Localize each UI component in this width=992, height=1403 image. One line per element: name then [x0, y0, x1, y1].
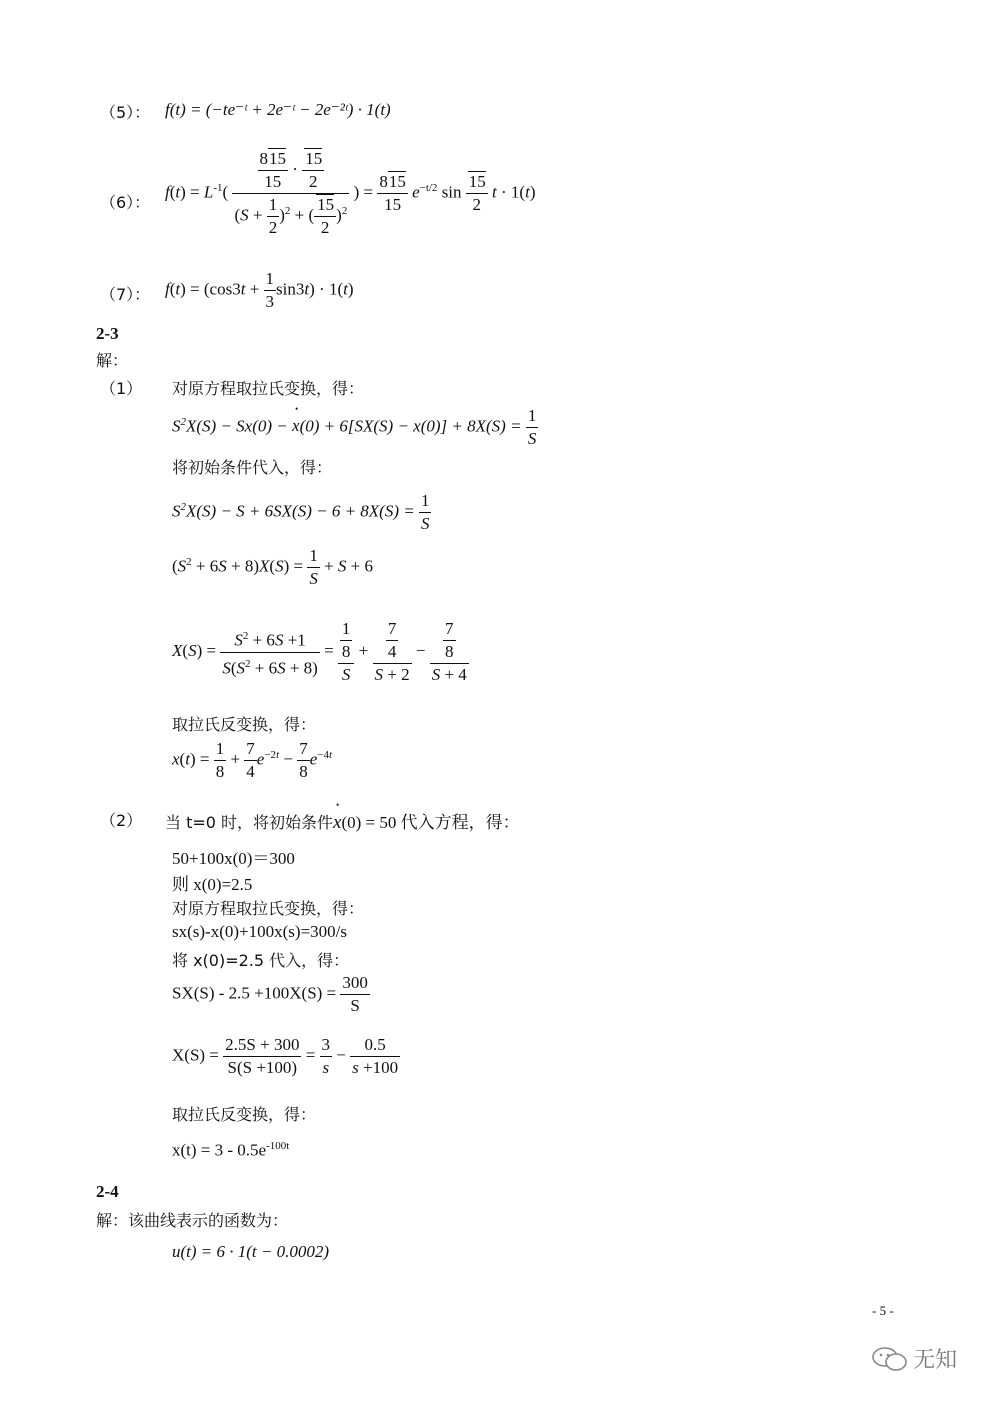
item-6-label: （6）：: [100, 193, 151, 212]
item-7-equation: f(t) = (cos3t + $\frac{1}{3}$ sin3t) · 1(t): [165, 269, 354, 311]
section-2-4-equation: u(t) = 6 · 1(t − 0.0002): [172, 1242, 330, 1261]
part-2-label: （2）: [100, 811, 143, 830]
page-number: - 5 -: [872, 1303, 894, 1318]
part-1-text: 对原方程取拉氏变换，得：: [172, 379, 365, 398]
watermark-text: 无知: [913, 1348, 958, 1373]
item-5-equation: f(t) = (−te⁻ᵗ + 2e⁻ᵗ − 2e⁻²ᵗ) · 1(t): [165, 100, 391, 119]
partial-fraction-equation: X(S) = $\frac{S^2 + 6S +1}{S(S^2 + 6S + 8)}$ = $\frac{\frac{1}{8}}{S}$ + $\frac{\frac{7}{4}}{S + 2}$ − $\frac{\frac{7}{8}}{S + 4}$: [172, 619, 467, 684]
part-1-label: （1）: [100, 379, 143, 398]
substitute-text: 将初始条件代入，得：: [172, 458, 333, 477]
time-solution-2: $x(t) = 3 - 0.5e^{-100t}$: [172, 1140, 290, 1160]
section-2-3: 2-3: [96, 324, 119, 343]
part-2-line-4: sx(s)-x(0)+100x(s)=300/s: [172, 922, 347, 941]
time-solution-1: x(t) = $\frac{1}{8}$ + $\frac{7}{4}$ $e^{-2t}$ − $\frac{7}{8}$ $e^{-4t}$: [172, 739, 333, 781]
part-2-text: 当 t=0 时，将初始条件• x(0) = 50 代入方程，得：: [165, 808, 520, 834]
section-2-4: 2-4: [96, 1182, 119, 1201]
item-5-label: （5）：: [100, 103, 151, 122]
inverse-text-2: 取拉氏反变换，得：: [172, 1105, 317, 1124]
laplace-equation-3: $(S^2 + 6S + 8)X(S)$ = $\frac{1}{S}$ + S + 6: [172, 546, 374, 588]
laplace-equation-2: $S^2X(S) - S + 6SX(S) - 6 + 8X(S)$ = $\frac{1}{S}$: [172, 491, 430, 533]
laplace-equation-1: $S^2X(S) - Sx(0)$ − • x(0) + 6[SX(S) − x(0)] + 8X(S) = $\frac{1}{S}$: [172, 405, 538, 450]
item-7-label: （7）：: [100, 285, 151, 304]
part-2-line-3: 对原方程取拉氏变换，得：: [172, 899, 365, 918]
part-2-line-2: 则 x(0)=2.5: [172, 875, 253, 894]
chat-bubble-icon: [872, 1345, 908, 1373]
section-2-4-text: 解：该曲线表示的函数为：: [96, 1211, 289, 1230]
part-2-line-5: 将 x(0)=2.5 代入，得：: [172, 951, 350, 970]
solution-label: 解：: [96, 351, 129, 370]
partial-fraction-equation-2: X(S) = $\frac{2.5S + 300}{S(S +100)}$ = $\frac{3}{s}$ − $\frac{0.5}{s +100}$: [172, 1035, 399, 1077]
laplace-equation-4: SX(S) - 2.5 +100X(S) = $\frac{300}{S}$: [172, 973, 368, 1015]
part-2-line-1: 50+100x(0)＝300: [172, 849, 295, 868]
watermark-logo: [872, 1343, 957, 1374]
inverse-text-1: 取拉氏反变换，得：: [172, 715, 317, 734]
item-6-equation: $f(t) = L^{-1}$( $\frac{815}{15}$ · $\frac{15}{2}$ (S + $\frac{1}{2}$ )$^2$ + ( $\frac{15}{2}$ )$^2$ ) = $\frac{815}{15}$ $e^{-t/2}$ sin $\frac{15}{2}$ t · 1(t): [165, 149, 536, 237]
